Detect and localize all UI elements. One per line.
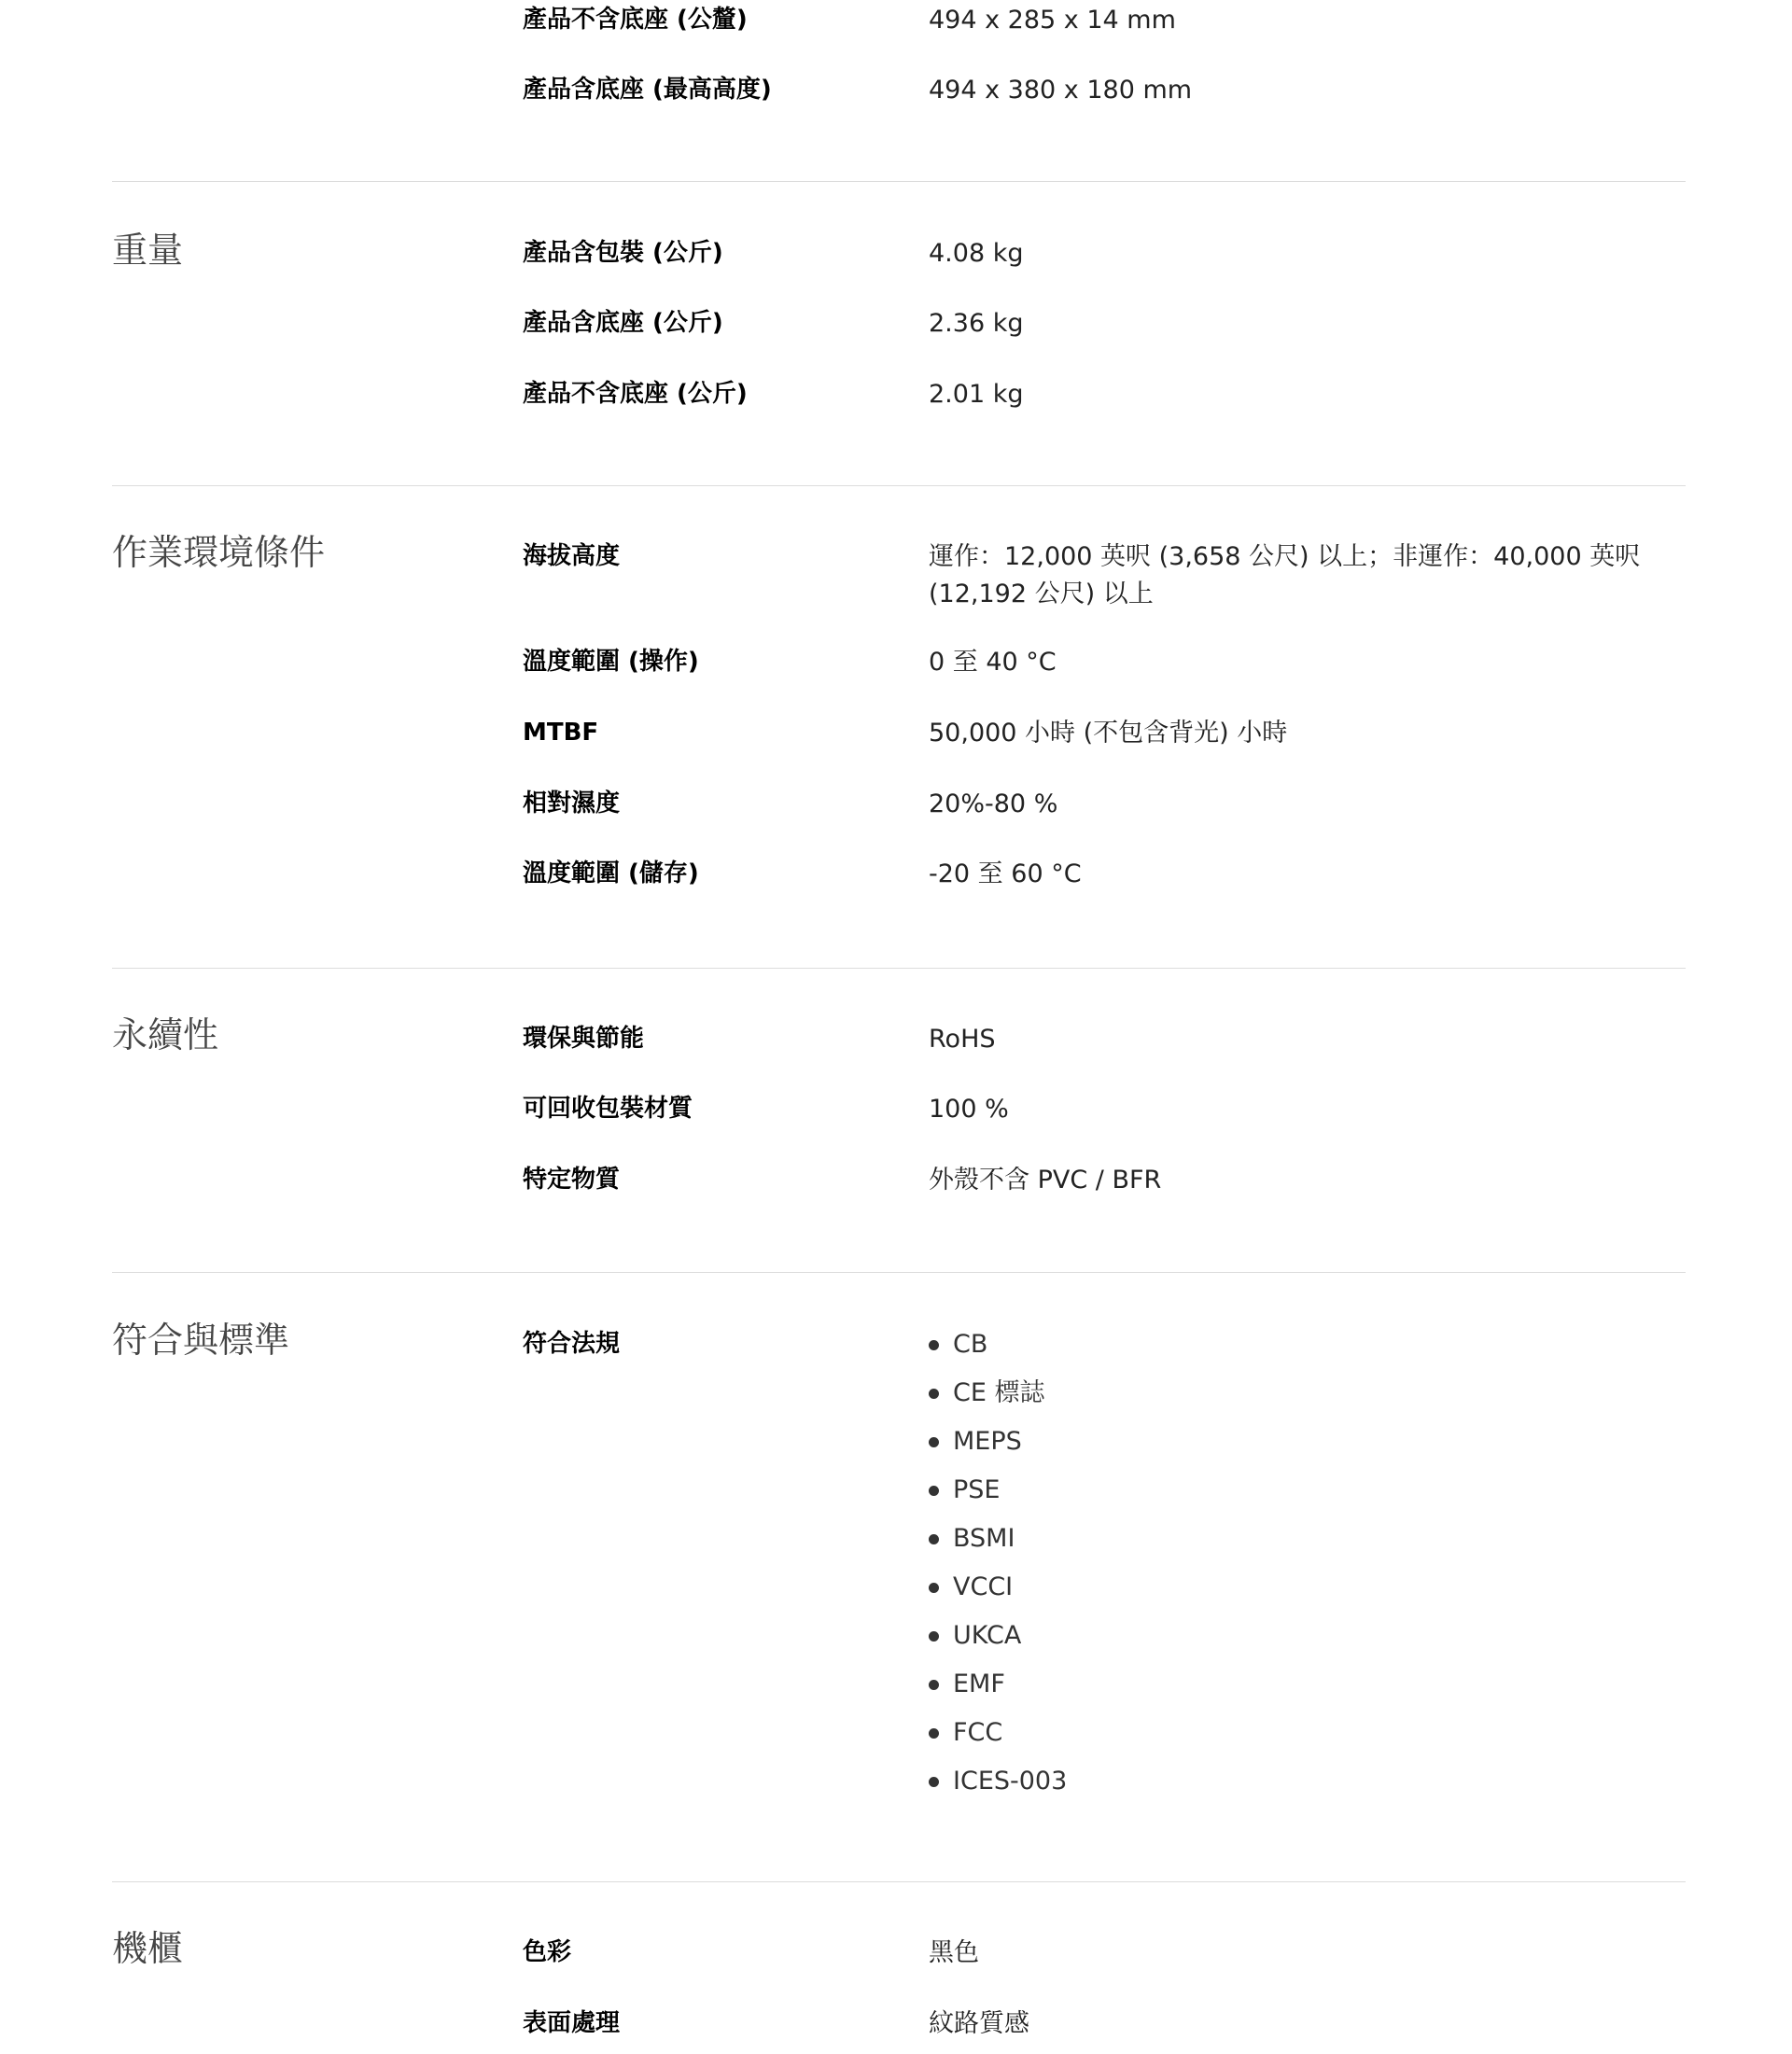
spec-label: 溫度範圍 (儲存) — [523, 859, 699, 887]
spec-label: 海拔高度 — [523, 542, 621, 570]
section-divider — [112, 968, 1686, 969]
spec-label: 產品不含底座 (公斤) — [523, 380, 748, 408]
bullet-dot-icon — [929, 1534, 939, 1544]
list-item — [929, 1369, 1689, 1418]
spec-label: MTBF — [523, 719, 599, 747]
spec-label: 可回收包裝材質 — [523, 1095, 693, 1123]
spec-value: 0 至 40 °C — [929, 648, 1057, 677]
bullet-dot-icon — [929, 1680, 939, 1690]
spec-value: 運作：12,000 英呎 (3,658 公尺) 以上；非運作：40,000 英呎 (12,192 公尺) 以上 — [929, 542, 1641, 608]
section-title: 永續性 — [112, 1014, 219, 1055]
list-item — [929, 1660, 1689, 1709]
bullet-dot-icon — [929, 1777, 939, 1787]
spec-value: 494 x 380 x 180 mm — [929, 76, 1193, 105]
spec-value: -20 至 60 °C — [929, 859, 1082, 888]
list-item-label: PSE — [953, 1475, 1001, 1504]
list-item — [929, 1757, 1689, 1806]
bullet-dot-icon — [929, 1583, 939, 1593]
list-item — [929, 1515, 1689, 1563]
bullet-dot-icon — [929, 1389, 939, 1399]
spec-value: 100 % — [929, 1095, 1009, 1124]
spec-label: 環保與節能 — [523, 1025, 645, 1053]
section-divider — [112, 485, 1686, 486]
section-title: 機櫃 — [112, 1928, 184, 1969]
list-item-label: FCC — [953, 1718, 1003, 1747]
bullet-dot-icon — [929, 1631, 939, 1642]
spec-label: 溫度範圍 (操作) — [523, 648, 699, 676]
bullet-dot-icon — [929, 1340, 939, 1350]
spec-value: 20%-80 % — [929, 789, 1058, 818]
list-item — [929, 1612, 1689, 1660]
section-divider — [112, 181, 1686, 182]
bullet-dot-icon — [929, 1437, 939, 1447]
compliance-list-container — [929, 1320, 1689, 1806]
spec-value: 494 x 285 x 14 mm — [929, 6, 1176, 35]
list-item-label: VCCI — [953, 1572, 1014, 1601]
section-title: 重量 — [112, 230, 184, 271]
list-item-label: MEPS — [953, 1427, 1022, 1456]
compliance-list — [929, 1320, 1689, 1806]
section-divider — [112, 1881, 1686, 1882]
spec-value: 紋路質感 — [929, 2009, 1029, 2038]
list-item-label: UKCA — [953, 1621, 1022, 1650]
list-item-label: BSMI — [953, 1524, 1015, 1553]
list-item-label: CE 標誌 — [953, 1378, 1045, 1407]
spec-value: 黑色 — [929, 1938, 979, 1967]
list-item-label: CB — [953, 1330, 988, 1359]
list-item — [929, 1563, 1689, 1612]
list-item — [929, 1320, 1689, 1369]
list-item — [929, 1709, 1689, 1757]
spec-value: 4.08 kg — [929, 239, 1024, 268]
list-item-label: ICES-003 — [953, 1767, 1068, 1796]
section-title: 作業環境條件 — [112, 532, 326, 573]
spec-label: 相對濕度 — [523, 789, 621, 817]
spec-label: 產品不含底座 (公釐) — [523, 6, 748, 34]
bullet-dot-icon — [929, 1486, 939, 1496]
spec-label: 特定物質 — [523, 1166, 621, 1194]
spec-label: 表面處理 — [523, 2009, 621, 2037]
spec-value: 2.36 kg — [929, 309, 1024, 338]
spec-label: 產品含底座 (最高高度) — [523, 76, 772, 104]
section-title: 符合與標準 — [112, 1320, 290, 1361]
spec-label: 色彩 — [523, 1938, 572, 1966]
section-divider — [112, 1272, 1686, 1273]
list-item-label: EMF — [953, 1670, 1005, 1698]
list-item — [929, 1466, 1689, 1515]
spec-value: RoHS — [929, 1025, 996, 1054]
spec-value: 2.01 kg — [929, 380, 1024, 409]
spec-label: 產品含包裝 (公斤) — [523, 239, 723, 267]
spec-label: 符合法規 — [523, 1330, 621, 1358]
spec-label: 產品含底座 (公斤) — [523, 309, 723, 337]
spec-value: 50,000 小時 (不包含背光) 小時 — [929, 719, 1288, 748]
bullet-dot-icon — [929, 1728, 939, 1739]
list-item — [929, 1418, 1689, 1466]
spec-value: 外殼不含 PVC / BFR — [929, 1166, 1162, 1195]
